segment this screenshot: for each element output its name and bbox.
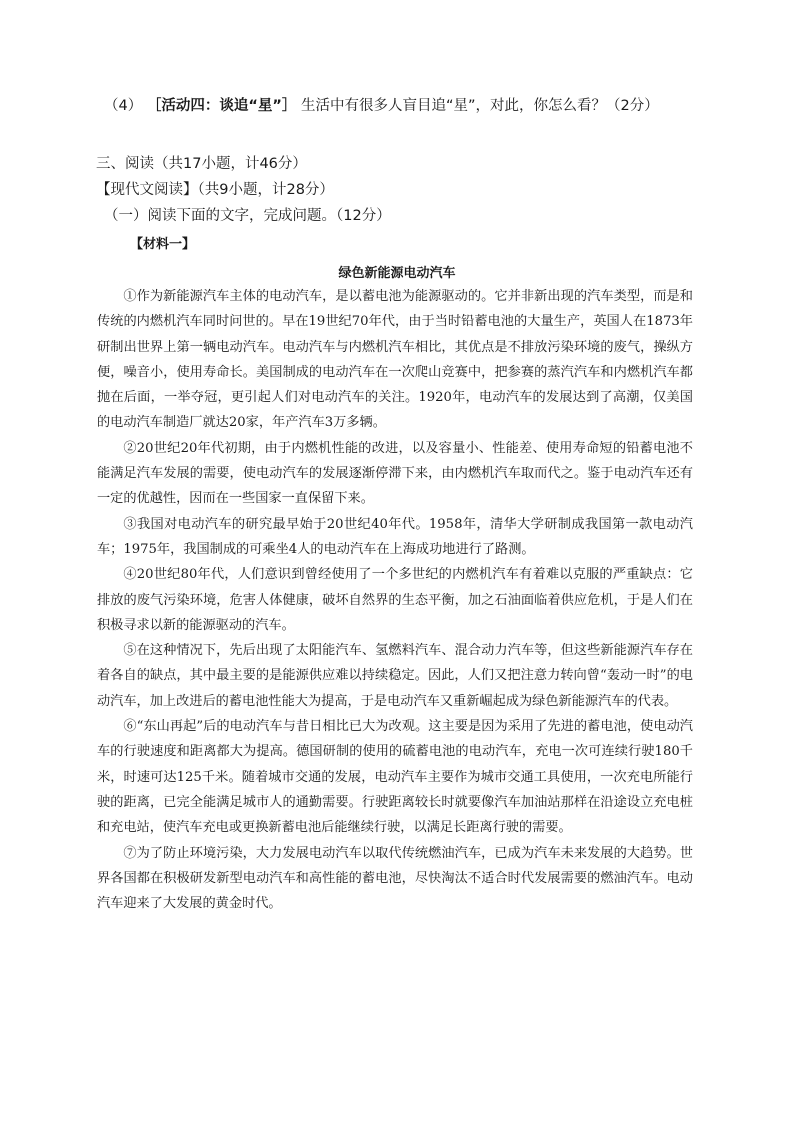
sub-heading: 【现代文阅读】（共9小题，计28分） bbox=[96, 182, 334, 198]
section-heading: 三、阅读（共17小题，计46分） bbox=[96, 156, 307, 172]
paragraph-4: ④20世纪80年代，人们意识到曾经使用了一个多世纪的内燃机汽车有着难以克服的严重缺点：它排放的废气污染环境，危害人体健康，破坏自然界的生态平衡，加之石油面临着供应危机，于是人们在积极寻求以新的能源驱动的汽车。 bbox=[97, 567, 693, 633]
part-heading: （一）阅读下面的文字，完成问题。（12分） bbox=[104, 208, 391, 224]
paragraph-6: ⑥“东山再起”后的电动汽车与昔日相比已大为改观。这主要是因为采用了先进的蓄电池，使电动汽车的行驶速度和距离都大为提高。德国研制的使用的硫蓄电池的电动汽车，充电一次可连续行驶180千米，时速可达125千米。随着城市交通的发展，电动汽车主要作为城市交通工具使用，一次充电所能行驶的距离，已完全能满足城市人的通勤需要。行驶距离较长时就要像汽车加油站那样在沿途设立充电桩和充电站，使汽车充电或更换新蓄电池后能继续行驶，以满足长距离行驶的需要。 bbox=[97, 719, 693, 836]
article-body bbox=[97, 284, 693, 916]
question-4 bbox=[104, 94, 659, 115]
paragraph-2: ②20世纪20年代初期，由于内燃机性能的改进，以及容量小、性能差、使用寿命短的铅蓄电池不能满足汽车发展的需要，使电动汽车的发展逐渐停滞下来，由内燃机汽车取而代之。鉴于电动汽车还有一定的优越性，因而在一些国家一直保留下来。 bbox=[97, 440, 693, 507]
question-text: 生活中有很多人盲目追“星”，对此，你怎么看？（2分） bbox=[301, 98, 659, 114]
paragraph-5: ⑤在这种情况下，先后出现了太阳能汽车、氢燃料汽车、混合动力汽车等，但这些新能源汽车存在着各自的缺点，其中最主要的是能源供应难以持续稳定。因此，人们又把注意力转向曾“轰动一时”的电动汽车，加上改进后的蓄电池性能大为提高，于是电动汽车又重新崛起成为绿色新能源汽车的代表。 bbox=[97, 643, 693, 709]
material-label: 【材料一】 bbox=[130, 237, 196, 252]
paragraph-1: ①作为新能源汽车主体的电动汽车，是以蓄电池为能源驱动的。它并非新出现的汽车类型，而是和传统的内燃机汽车同时问世的。早在19世纪70年代，由于当时铅蓄电池的大量生产，英国人在1873年研制出世界上第一辆电动汽车。电动汽车与内燃机汽车相比，其优点是不排放污染环境的废气，操纵方便，噪音小，使用寿命长。美国制成的电动汽车在一次爬山竞赛中，把参赛的蒸汽汽车和内燃机汽车都抛在后面，一举夺冠，更引起人们对电动汽车的关注。1920年，电动汽车的发展达到了高潮，仅美国的电动汽车制造厂就达20家，年产汽车3万多辆。 bbox=[97, 289, 693, 431]
article-title: 绿色新能源电动汽车 bbox=[338, 266, 456, 281]
paragraph-7: ⑦为了防止环境污染，大力发展电动汽车以取代传统燃油汽车，已成为汽车未来发展的大趋势。世界各国都在积极研发新型电动汽车和高性能的蓄电池，尽快淘汰不适合时代发展需要的燃油汽车。电动汽车迎来了大发展的黄金时代。 bbox=[97, 845, 693, 912]
paragraph-3: ③我国对电动汽车的研究最早始于20世纪40年代。1958年，清华大学研制成我国第一款电动汽车；1975年，我国制成的可乘坐4人的电动汽车在上海成功地进行了路测。 bbox=[97, 516, 693, 557]
activity-label: ［活动四：谈追“星”］ bbox=[146, 98, 297, 114]
question-number: （4） bbox=[104, 98, 143, 114]
